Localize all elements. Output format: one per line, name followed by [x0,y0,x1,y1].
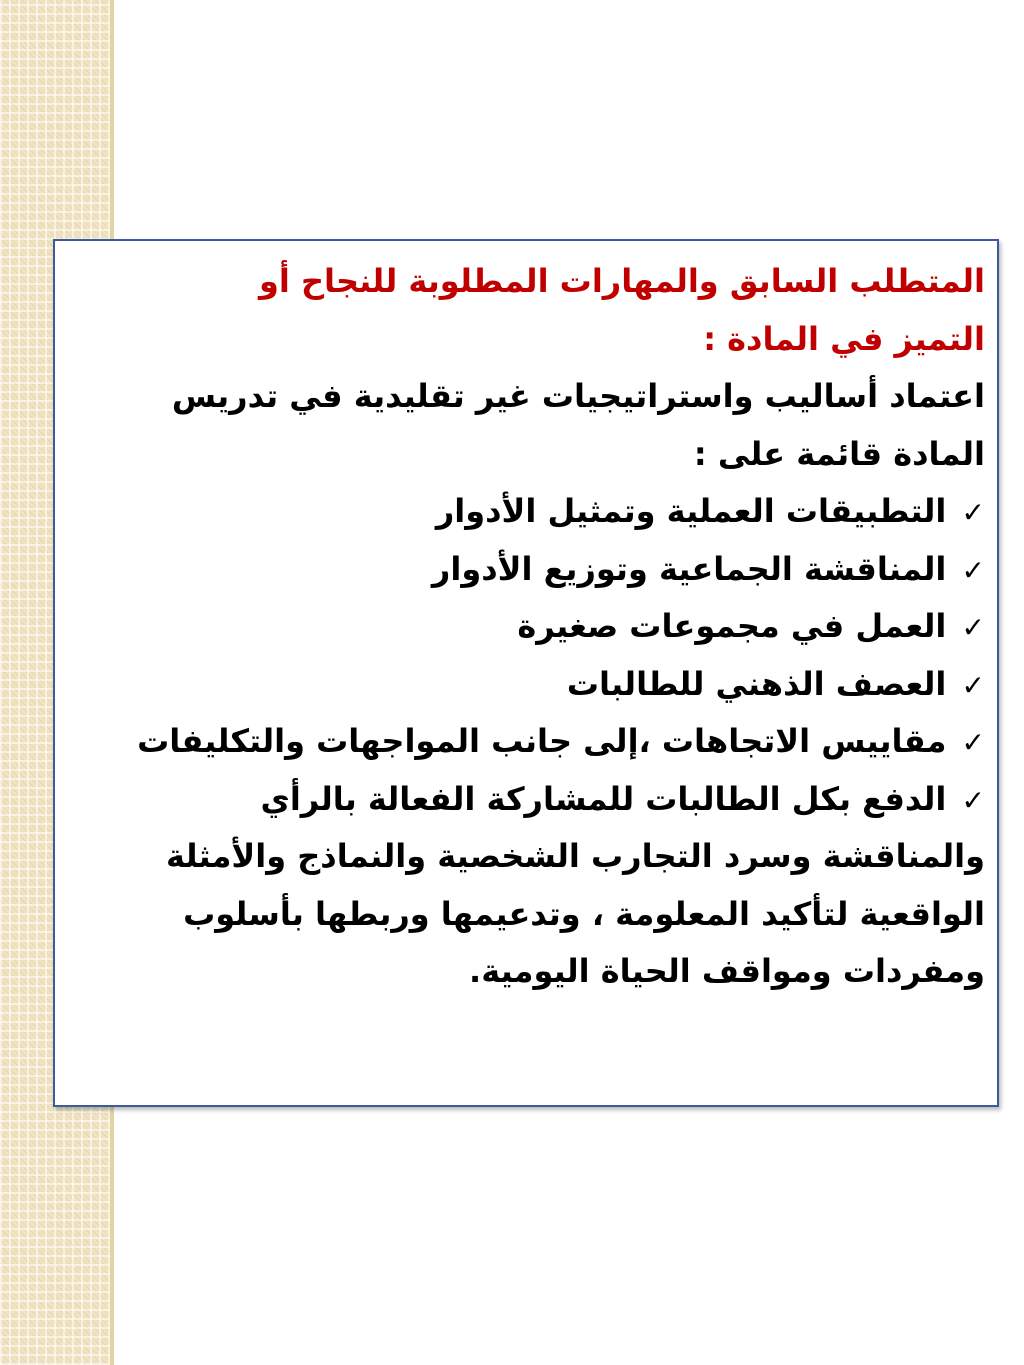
check-icon: ✓ [961,783,985,817]
bullet-text: المناقشة الجماعية وتوزيع الأدوار [431,549,947,588]
heading-line-1: المتطلب السابق والمهارات المطلوبة للنجاح أو [258,262,985,300]
check-icon: ✓ [961,668,985,702]
closing-line-3: ومفردات ومواقف الحياة اليومية. [469,952,985,990]
bullet-item-student-participation [67,771,985,829]
bullet-item-brainstorming [67,656,985,714]
bullet-text: التطبيقات العملية وتمثيل الأدوار [435,492,947,530]
closing-line-1: والمناقشة وسرد التجارب الشخصية والنماذج والأمثلة [166,837,985,875]
bullet-text: مقاييس الاتجاهات ،إلى جانب المواجهات والتكليفات [137,722,947,760]
intro-line-2: المادة قائمة على : [693,434,985,473]
check-icon: ✓ [961,496,985,529]
bullet-item-attitude-scales [67,713,985,771]
check-icon: ✓ [961,611,985,644]
bullet-item-group-discussion [67,541,985,599]
bullet-text: العصف الذهني للطالبات [566,664,947,703]
bullet-text: الدفع بكل الطالبات للمشاركة الفعالة بالرأي [260,779,947,818]
bullet-item-small-groups [67,598,985,656]
check-icon: ✓ [961,726,985,759]
bullet-text: العمل في مجموعات صغيرة [517,607,947,645]
bullet-item-practical-applications [67,483,985,541]
content-text-box [53,239,999,1107]
heading-line-2: التميز في المادة : [703,319,985,358]
check-icon: ✓ [961,553,985,587]
intro-line-1: اعتماد أساليب واستراتيجيات غير تقليدية في تدريس [171,377,985,415]
closing-line-2: الواقعية لتأكيد المعلومة ، وتدعيمها وربطها بأسلوب [183,894,985,933]
